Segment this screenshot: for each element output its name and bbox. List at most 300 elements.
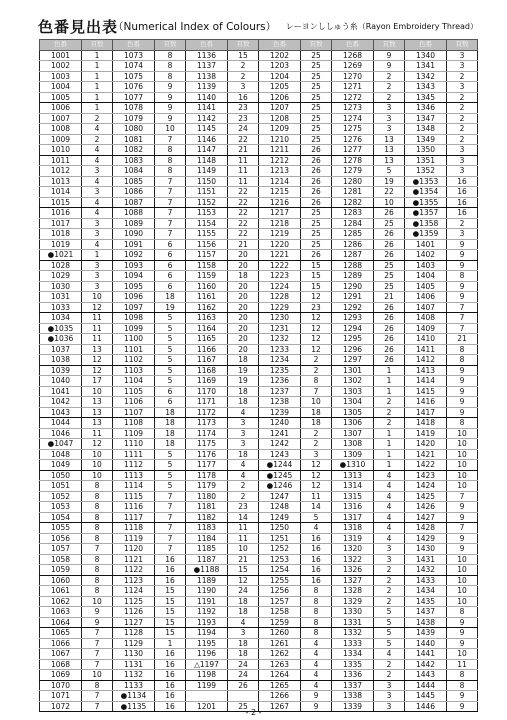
page-number-cell: 7 [447,523,478,534]
page-number-cell: 13 [82,397,113,408]
color-number-cell: 1228 [259,292,301,303]
color-number-cell: 1273 [332,103,374,114]
page-number-cell: 8 [82,554,113,565]
page-number-cell: 20 [228,260,259,271]
table-row [40,439,478,450]
page-number-cell: 11 [228,533,259,544]
color-number-cell: 1221 [259,250,301,261]
column-header-page: 頁数 [447,40,478,51]
color-number-cell: 1153 [186,208,228,219]
color-number-cell: 1211 [259,145,301,156]
color-number-cell: 1222 [259,260,301,271]
color-number-cell: 1192 [186,607,228,618]
page-number-cell: 12 [301,344,332,355]
page-number-cell: 9 [374,61,405,72]
color-number-cell: 1065 [40,628,82,639]
page-number-cell: 18 [155,439,186,450]
page-number-cell: 26 [374,323,405,334]
table-row [40,670,478,681]
color-number-cell: 1071 [40,691,82,702]
page-number-cell: 23 [228,502,259,513]
page-number-cell: 7 [155,218,186,229]
page-number-cell: 18 [155,428,186,439]
color-number-cell: 1338 [332,691,374,702]
page-number-cell: 5 [155,334,186,345]
page-number-cell: 3 [374,544,405,555]
color-number-cell: 1251 [259,533,301,544]
color-number-cell: 1319 [332,533,374,544]
column-header-page: 頁数 [155,40,186,51]
color-number-cell: 1266 [259,691,301,702]
table-row [40,649,478,660]
page-number-cell: 25 [301,218,332,229]
page-number-cell: 25 [228,701,259,712]
page-number-cell: 8 [447,680,478,691]
page-number-cell: 13 [82,344,113,355]
page-number-cell: 18 [228,607,259,618]
table-row [40,166,478,177]
color-number-cell: 1348 [405,124,447,135]
color-number-cell: 1085 [113,176,155,187]
page-number-cell: 15 [155,617,186,628]
page-number-cell: 2 [374,670,405,681]
page-number-cell: 18 [228,397,259,408]
page-number-cell: 2 [374,407,405,418]
color-number-cell: 1160 [186,281,228,292]
page-number-cell: 12 [301,323,332,334]
page-number-cell: 3 [228,82,259,93]
color-number-cell: 1252 [259,544,301,555]
page-number-cell: 20 [228,323,259,334]
color-number-cell: 1165 [186,334,228,345]
page-number-cell: 15 [301,281,332,292]
table-row [40,187,478,198]
page-number-cell: 4 [82,197,113,208]
table-row [40,145,478,156]
color-number-cell: 1241 [259,428,301,439]
page-number-cell: 20 [228,292,259,303]
color-number-cell: 1268 [332,50,374,61]
color-number-cell: 1179 [186,481,228,492]
color-number-cell: ●1188 [186,565,228,576]
table-row [40,544,478,555]
color-number-cell: 1285 [332,229,374,240]
color-number-cell: 1175 [186,439,228,450]
page-number-cell: 9 [447,512,478,523]
page-number-cell: 7 [155,512,186,523]
page-number-cell: 7 [82,659,113,670]
page-number-cell: 20 [228,281,259,292]
page-number-cell: 3 [447,50,478,61]
color-number-cell: 1156 [186,239,228,250]
color-number-cell: 1427 [405,512,447,523]
color-number-cell: 1315 [332,491,374,502]
color-number-cell: 1014 [40,187,82,198]
page-number-cell: 7 [82,544,113,555]
page-number-cell: 18 [228,638,259,649]
page-number-cell: 10 [374,197,405,208]
page-number-cell: 25 [301,239,332,250]
color-number-cell: 1002 [40,61,82,72]
page-number-cell: 26 [374,239,405,250]
page-number-cell: 25 [301,103,332,114]
page-number-cell: 8 [155,50,186,61]
table-row [40,176,478,187]
color-number-cell: ●1035 [40,323,82,334]
page-number-cell: 26 [374,229,405,240]
color-number-cell: 1270 [332,71,374,82]
color-number-cell: 1141 [186,103,228,114]
color-number-cell: 1119 [113,533,155,544]
page-number-cell: 24 [228,659,259,670]
page-number-cell: 5 [155,481,186,492]
color-number-cell: 1440 [405,638,447,649]
color-number-cell: 1253 [259,554,301,565]
page-number-cell: 10 [447,439,478,450]
page-number-cell: 25 [301,208,332,219]
color-number-cell: 1443 [405,670,447,681]
column-header-color-number: 色番 [332,40,374,51]
table-row [40,460,478,471]
table-row [40,607,478,618]
page-number-cell: 8 [301,628,332,639]
table-row [40,470,478,481]
page-number-cell: 2 [447,134,478,145]
color-number-cell: 1012 [40,166,82,177]
table-row [40,533,478,544]
color-number-cell: 1408 [405,313,447,324]
color-number-cell: 1046 [40,428,82,439]
page-number-cell: 15 [155,607,186,618]
page-number-cell: 10 [82,470,113,481]
color-number-cell: ●1036 [40,334,82,345]
color-number-cell: 1016 [40,208,82,219]
page-number-cell: 11 [82,428,113,439]
page-number-cell: 13 [374,134,405,145]
color-number-cell: 1136 [186,50,228,61]
table-row [40,355,478,366]
page-number-cell: 26 [301,176,332,187]
page-number-cell: 25 [301,82,332,93]
color-number-cell: 1180 [186,491,228,502]
page-number-cell: 8 [301,596,332,607]
page-number-cell: 16 [228,92,259,103]
page-number-cell: 4 [374,502,405,513]
color-number-cell: 1178 [186,470,228,481]
color-number-cell: 1234 [259,355,301,366]
color-number-cell: 1201 [186,701,228,712]
page-number-cell: 12 [301,470,332,481]
color-number-cell: 1149 [186,166,228,177]
page-number-cell: 16 [447,187,478,198]
color-number-cell: 1248 [259,502,301,513]
table-row [40,376,478,387]
color-number-cell: 1442 [405,659,447,670]
color-number-cell: 1121 [113,554,155,565]
page-number-cell: 16 [155,565,186,576]
page-number-cell: 25 [374,281,405,292]
page-number-cell: 10 [82,670,113,681]
color-number-cell: 1148 [186,155,228,166]
page-number-cell: 8 [301,586,332,597]
table-row [40,617,478,628]
color-number-cell: 1337 [332,680,374,691]
color-number-cell: 1142 [186,113,228,124]
page-number-cell: 19 [374,176,405,187]
color-number-cell: 1122 [113,565,155,576]
color-number-cell: 1262 [259,649,301,660]
color-number-cell: 1043 [40,407,82,418]
table-row [40,596,478,607]
color-number-cell: 1288 [332,260,374,271]
table-row [40,344,478,355]
color-number-cell: 1275 [332,124,374,135]
color-number-cell: 1292 [332,302,374,313]
color-number-cell: 1305 [332,407,374,418]
page-number-cell: 4 [82,176,113,187]
color-number-cell: 1073 [113,50,155,61]
page-number-cell: 16 [155,649,186,660]
color-number-cell: 1072 [40,701,82,712]
color-number-cell: 1100 [113,334,155,345]
page-number-cell: 11 [82,334,113,345]
color-number-cell: 1076 [113,82,155,93]
page-number-cell: 26 [301,155,332,166]
page-number-cell: 13 [374,155,405,166]
page-number-cell: 2 [82,134,113,145]
color-number-cell: 1405 [405,281,447,292]
color-number-cell: 1157 [186,250,228,261]
color-number-cell: 1102 [113,355,155,366]
table-row [40,586,478,597]
page-number-cell: 3 [447,82,478,93]
color-number-cell: 1215 [259,187,301,198]
color-number-cell: 1240 [259,418,301,429]
page-number-cell: 16 [155,680,186,691]
page-number-cell: 20 [228,344,259,355]
page-number-cell: 15 [155,586,186,597]
color-number-cell: 1003 [40,71,82,82]
page-number-cell: 8 [82,533,113,544]
color-number-cell: 1219 [259,229,301,240]
page-number-cell: 24 [228,586,259,597]
color-number-cell: 1066 [40,638,82,649]
color-number-cell: 1004 [40,82,82,93]
color-number-cell: 1295 [332,334,374,345]
color-number-cell: 1212 [259,155,301,166]
color-number-cell: 1009 [40,134,82,145]
color-number-cell: 1429 [405,533,447,544]
color-number-cell: 1269 [332,61,374,72]
table-row [40,565,478,576]
table-row [40,124,478,135]
page-number-cell: 15 [228,50,259,61]
page-number-cell: 9 [447,239,478,250]
color-number-cell: 1114 [113,481,155,492]
page-number-cell: 8 [82,565,113,576]
color-number-cell: 1247 [259,491,301,502]
page-number-cell: 7 [155,187,186,198]
color-number-cell: 1235 [259,365,301,376]
color-number-cell: 1330 [332,607,374,618]
page-number-cell: 4 [374,481,405,492]
page-number-cell: 26 [374,344,405,355]
page-number-cell: 5 [374,617,405,628]
table-row [40,334,478,345]
page-number-cell: 9 [155,113,186,124]
color-number-cell: 1091 [113,239,155,250]
page-number-cell: 4 [301,638,332,649]
page-number-cell: 2 [374,82,405,93]
color-number-cell: 1418 [405,418,447,429]
page-number-cell: 4 [374,649,405,660]
table-row [40,134,478,145]
color-number-cell: 1272 [332,92,374,103]
page-number-cell: 5 [374,607,405,618]
table-row [40,239,478,250]
color-number-cell: 1147 [186,145,228,156]
color-number-cell: 1414 [405,376,447,387]
column-header-color-number: 色番 [259,40,301,51]
page-number-cell: 25 [374,271,405,282]
page-number-cell: 8 [447,271,478,282]
table-row [40,554,478,565]
color-number-cell: 1316 [332,502,374,513]
page-number-cell: 5 [155,344,186,355]
page-number-cell: 17 [82,376,113,387]
page-number-cell: 10 [447,586,478,597]
color-number-cell: 1189 [186,575,228,586]
page-number-cell: 11 [82,323,113,334]
color-number-cell: 1406 [405,292,447,303]
table-row [40,512,478,523]
color-number-cell: 1195 [186,638,228,649]
table-row [40,260,478,271]
page-number-cell: 5 [374,628,405,639]
page-number-cell: 25 [374,218,405,229]
page-number-cell: 6 [155,239,186,250]
page-number-cell: 22 [228,208,259,219]
page-number-cell: 9 [447,502,478,513]
page-number-cell: 2 [228,71,259,82]
color-number-cell: 1282 [332,197,374,208]
color-number-cell: 1150 [186,176,228,187]
table-row [40,680,478,691]
page-number-cell: 3 [374,113,405,124]
color-number-cell: 1278 [332,155,374,166]
color-number-cell: 1205 [259,82,301,93]
color-number-cell: 1196 [186,649,228,660]
color-number-cell: 1095 [113,281,155,292]
color-number-cell: 1037 [40,344,82,355]
page-number-cell: 9 [447,617,478,628]
color-number-cell: 1320 [332,544,374,555]
color-number-cell: 1168 [186,365,228,376]
page-title: 色番見出表 [38,18,119,36]
page-number-cell: 4 [374,512,405,523]
color-number-cell: 1283 [332,208,374,219]
color-number-cell: 1290 [332,281,374,292]
color-number-cell: 1194 [186,628,228,639]
color-number-cell: 1239 [259,407,301,418]
table-row [40,103,478,114]
color-number-cell: 1435 [405,596,447,607]
page-number-cell: 12 [301,313,332,324]
page-number-cell: 2 [374,565,405,576]
table-row [40,418,478,429]
color-number-cell: 1416 [405,397,447,408]
color-number-cell: 1424 [405,481,447,492]
page-number-cell: 3 [228,628,259,639]
color-number-cell: 1131 [113,659,155,670]
color-number-cell: 1184 [186,533,228,544]
page-number-cell: 5 [374,638,405,649]
color-number-cell: 1329 [332,596,374,607]
color-number-cell: 1434 [405,586,447,597]
page-number-cell: 26 [301,145,332,156]
page-number-cell: 9 [447,407,478,418]
color-number-cell: 1422 [405,460,447,471]
page-header [38,16,478,38]
page-number-cell: 5 [155,323,186,334]
page-number-cell: 16 [301,544,332,555]
color-number-cell: 1059 [40,565,82,576]
page-number-cell: 7 [155,544,186,555]
page-number-cell: 3 [82,187,113,198]
color-number-cell: 1096 [113,292,155,303]
page-number-cell: 8 [155,145,186,156]
color-number-cell: 1417 [405,407,447,418]
page-number-cell: 14 [301,502,332,513]
color-number-cell: 1302 [332,376,374,387]
page-number-cell: 25 [301,61,332,72]
page-number-cell: 16 [155,554,186,565]
page-number-cell: 2 [447,71,478,82]
color-number-cell: 1113 [113,470,155,481]
page-number-cell: 7 [155,208,186,219]
page-number-cell: 2 [447,113,478,124]
page-number-cell: 26 [374,355,405,366]
color-number-cell: 1441 [405,649,447,660]
table-row [40,302,478,313]
color-number-cell: 1183 [186,523,228,534]
page-number-cell: 11 [447,659,478,670]
color-number-cell: 1199 [186,680,228,691]
page-number-cell: 10 [447,575,478,586]
page-number-cell: 8 [301,607,332,618]
page-number-cell: 9 [447,292,478,303]
page-number-cell: 7 [447,323,478,334]
page-number-cell: 10 [447,470,478,481]
color-number-cell: 1128 [113,628,155,639]
page-number-cell: 16 [155,701,186,712]
color-number-cell: 1191 [186,596,228,607]
color-number-cell: 1097 [113,302,155,313]
page-number-cell: 7 [82,638,113,649]
page-number-cell: 18 [228,355,259,366]
page-number-cell: 11 [228,176,259,187]
color-number-cell: 1187 [186,554,228,565]
color-number-cell: 1029 [40,271,82,282]
color-number-cell: 1332 [332,628,374,639]
page-number-cell: 21 [228,554,259,565]
page-number-cell: 1 [155,638,186,649]
page-number-cell: 14 [228,512,259,523]
page-number-cell: 3 [447,166,478,177]
page-number-cell: 26 [374,313,405,324]
color-number-cell: 1078 [113,103,155,114]
color-number-cell: 1123 [113,575,155,586]
